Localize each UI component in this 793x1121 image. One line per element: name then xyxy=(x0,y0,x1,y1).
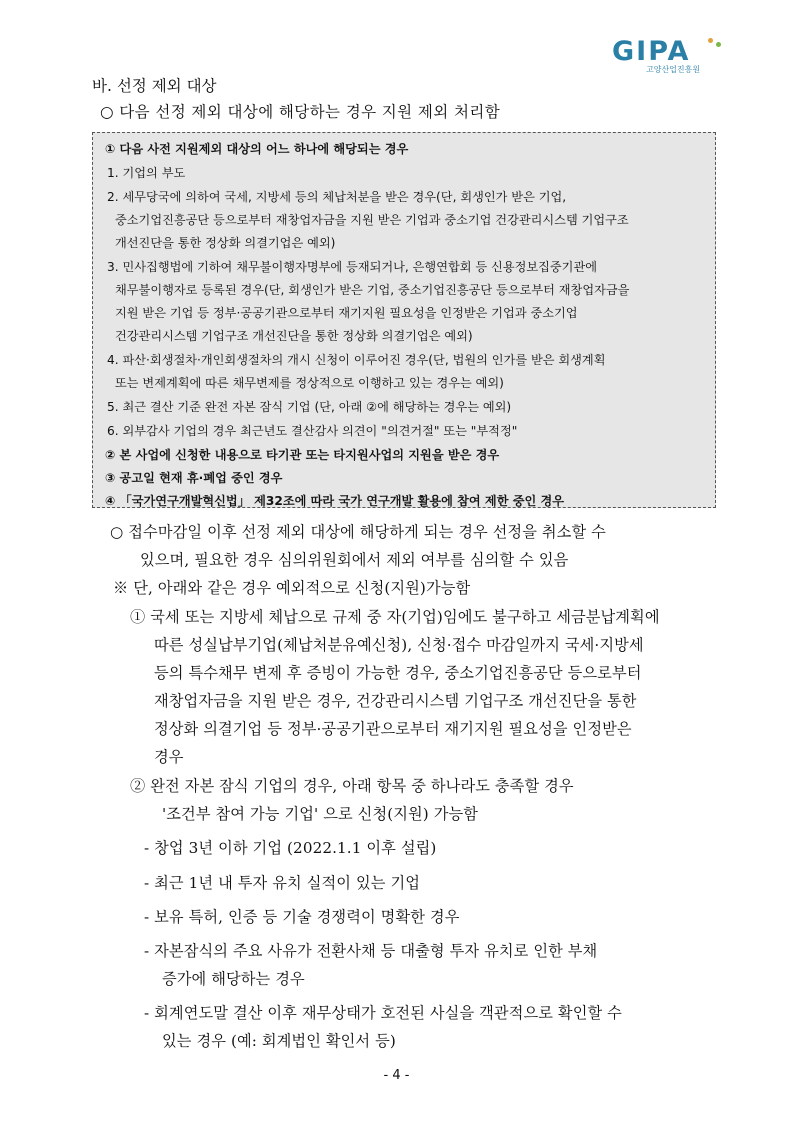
logo-dot-icon xyxy=(708,38,713,43)
box-heading-2: ② 본 사업에 신청한 내용으로 타기관 또는 타지원사업의 지원을 받은 경우 xyxy=(105,448,500,462)
cancel-line-2: 있으며, 필요한 경우 심의위원회에서 제외 여부를 심의할 수 있음 xyxy=(140,551,569,569)
exception-2-line-1: ② 완전 자본 잠식 기업의 경우, 아래 항목 중 하나라도 충족할 경우 xyxy=(130,777,574,795)
box-item-4-line-2: 또는 변제계획에 따른 채무변제를 정상적으로 이행하고 있는 경우는 예외) xyxy=(115,376,504,390)
intro-text: ○ 다음 선정 제외 대상에 해당하는 경우 지원 제외 처리함 xyxy=(100,103,501,121)
gipa-logo xyxy=(612,36,732,76)
exception-1-line-3: 등의 특수채무 변제 후 증빙이 가능한 경우, 중소기업진흥공단 등으로부터 xyxy=(154,664,642,682)
exclusion-criteria-box xyxy=(92,132,716,508)
box-item-3-line-2: 채무불이행자로 등록된 경우(단, 회생인가 받은 기업, 중소기업진흥공단 등으로부터 재창업자금을 xyxy=(115,283,630,297)
box-heading-3: ③ 공고일 현재 휴·폐업 중인 경우 xyxy=(105,471,283,485)
logo-subtitle: 고양산업진흥원 xyxy=(646,65,701,74)
box-item-3-line-4: 건강관리시스템 기업구조 개선진단을 통한 정상화 의결기업은 예외) xyxy=(115,329,473,343)
box-heading-4: ④ 「국가연구개발혁신법」 제32조에 따라 국가 연구개발 활용에 참여 제한 중인 경우 xyxy=(105,494,565,508)
condition-4-line-1: - 자본잠식의 주요 사유가 전환사채 등 대출형 투자 유치로 인한 부채 xyxy=(144,942,598,960)
condition-2: - 최근 1년 내 투자 유치 실적이 있는 기업 xyxy=(144,874,420,892)
logo-dot-icon xyxy=(716,42,721,47)
exception-1-line-5: 정상화 의결기업 등 정부·공공기관으로부터 재기지원 필요성을 인정받은 xyxy=(154,720,632,738)
condition-1: - 창업 3년 이하 기업 (2022.1.1 이후 설립) xyxy=(144,839,437,857)
exception-1-line-4: 재창업자금을 지원 받은 경우, 건강관리시스템 기업구조 개선진단을 통한 xyxy=(154,692,637,710)
box-item-5: 5. 최근 결산 기준 완전 자본 잠식 기업 (단, 아래 ②에 해당하는 경우는 예외) xyxy=(107,400,512,414)
box-item-4-line-1: 4. 파산·회생절차·개인회생절차의 개시 신청이 이루어진 경우(단, 법원의 인가를 받은 회생계획 xyxy=(107,353,606,367)
condition-4-line-2: 증가에 해당하는 경우 xyxy=(162,970,305,988)
condition-3: - 보유 특허, 인증 등 기술 경쟁력이 명확한 경우 xyxy=(144,908,460,926)
section-title: 바. 선정 제외 대상 xyxy=(92,77,217,95)
condition-5-line-2: 있는 경우 (예: 회계법인 확인서 등) xyxy=(162,1032,396,1050)
box-item-3-line-1: 3. 민사집행법에 기하여 채무불이행자명부에 등재되거나, 은행연합회 등 신용정보집중기관에 xyxy=(107,260,597,274)
exception-2-line-2: '조건부 참여 가능 기업' 으로 신청(지원) 가능함 xyxy=(162,805,479,823)
box-item-6: 6. 외부감사 기업의 경우 최근년도 결산감사 의견이 "의견거절" 또는 "부적정" xyxy=(107,424,518,438)
page-number: - 4 - xyxy=(383,1068,410,1083)
exception-1-line-6: 경우 xyxy=(154,748,184,766)
logo-wordmark: GIPA xyxy=(612,36,691,67)
condition-5-line-1: - 회계연도말 결산 이후 재무상태가 호전된 사실을 객관적으로 확인할 수 xyxy=(144,1004,622,1022)
box-item-2-line-2: 중소기업진흥공단 등으로부터 재창업자금을 지원 받은 기업과 중소기업 건강관리시스템 기업구조 xyxy=(115,213,629,227)
exception-intro: ※ 단, 아래와 같은 경우 예외적으로 신청(지원)가능함 xyxy=(113,579,471,597)
box-item-2-line-1: 2. 세무당국에 의하여 국세, 지방세 등의 체납처분을 받은 경우(단, 회생인가 받은 기업, xyxy=(107,190,567,204)
exception-1-line-1: ① 국세 또는 지방세 체납으로 규제 중 자(기업)임에도 불구하고 세금분납계획에 xyxy=(130,608,660,626)
box-heading-1: ① 다음 사전 지원제외 대상의 어느 하나에 해당되는 경우 xyxy=(105,142,409,156)
exception-1-line-2: 따른 성실납부기업(체납처분유예신청), 신청·접수 마감일까지 국세·지방세 xyxy=(154,636,644,654)
cancel-line-1: ○ 접수마감일 이후 선정 제외 대상에 해당하게 되는 경우 선정을 취소할 수 xyxy=(110,523,606,541)
box-item-3-line-3: 지원 받은 기업 등 정부·공공기관으로부터 재기지원 필요성을 인정받은 기업과 중소기업 xyxy=(115,306,578,320)
box-item-2-line-3: 개선진단을 통한 정상화 의결기업은 예외) xyxy=(115,236,336,250)
box-item-1: 1. 기업의 부도 xyxy=(107,166,186,180)
